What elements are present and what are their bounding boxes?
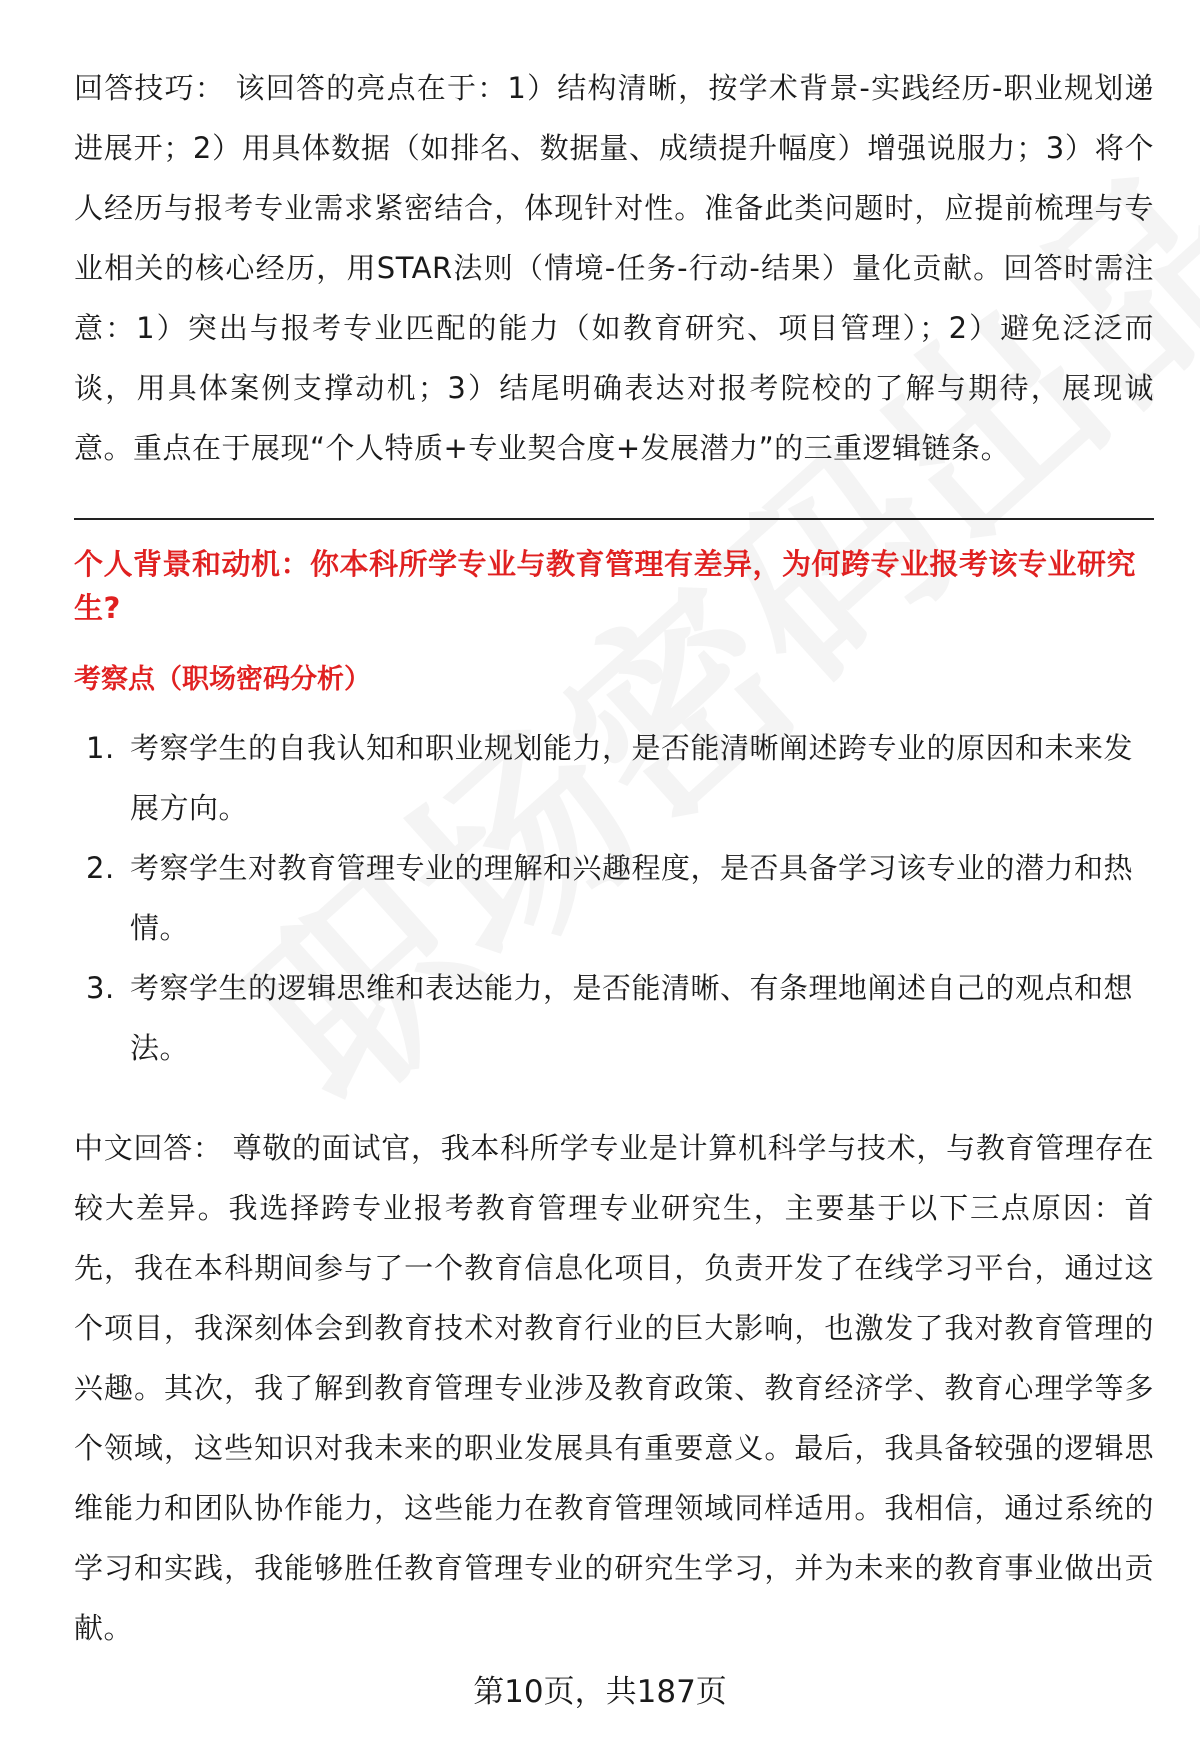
list-item-text: 考察学生的自我认知和职业规划能力，是否能清晰阐述跨专业的原因和未来发展方向。	[130, 731, 1134, 825]
assessment-points-list	[74, 718, 1154, 1078]
section-title: 考察点（职场密码分析）	[74, 664, 371, 695]
list-item	[74, 838, 1154, 958]
list-item-number: 2.	[86, 851, 115, 885]
section-divider	[74, 518, 1154, 520]
page-number-footer: 第10页，共187页	[473, 1674, 727, 1710]
list-item-text: 考察学生对教育管理专业的理解和兴趣程度，是否具备学习该专业的潜力和热情。	[130, 851, 1134, 945]
list-item-text: 考察学生的逻辑思维和表达能力，是否能清晰、有条理地阐述自己的观点和想法。	[130, 971, 1134, 1065]
question-heading: 个人背景和动机：你本科所学专业与教育管理有差异，为何跨专业报考该专业研究生?	[74, 547, 1137, 625]
intro-paragraph: 回答技巧： 该回答的亮点在于：1）结构清晰，按学术背景-实践经历-职业规划递进展开；2）用具体数据（如排名、数据量、成绩提升幅度）增强说服力；3）将个人经历与报考专业需求紧密结合，体现针对性。准备此类问题时，应提前梳理与专业相关的核心经历，用STAR法则（情境-任务-行动-结果）量化贡献。回答时需注意：1）突出与报考专业匹配的能力（如教育研究、项目管理）；2）避免泛泛而谈，用具体案例支撑动机；3）结尾明确表达对报考院校的了解与期待，展现诚意。重点在于展现“个人特质+专业契合度+发展潜力”的三重逻辑链条。	[74, 71, 1154, 465]
list-item	[74, 958, 1154, 1078]
answer-paragraph: 中文回答： 尊敬的面试官，我本科所学专业是计算机科学与技术，与教育管理存在较大差异。我选择跨专业报考教育管理专业研究生，主要基于以下三点原因：首先，我在本科期间参与了一个教育信息化项目，负责开发了在线学习平台，通过这个项目，我深刻体会到教育技术对教育行业的巨大影响，也激发了我对教育管理的兴趣。其次，我了解到教育管理专业涉及教育政策、教育经济学、教育心理学等多个领域，这些知识对我未来的职业发展具有重要意义。最后，我具备较强的逻辑思维能力和团队协作能力，这些能力在教育管理领域同样适用。我相信，通过系统的学习和实践，我能够胜任教育管理专业的研究生学习，并为未来的教育事业做出贡献。	[74, 1131, 1154, 1645]
list-item-number: 3.	[86, 971, 115, 1005]
page-content	[74, 58, 1154, 1658]
list-item	[74, 718, 1154, 838]
list-item-number: 1.	[86, 731, 115, 765]
